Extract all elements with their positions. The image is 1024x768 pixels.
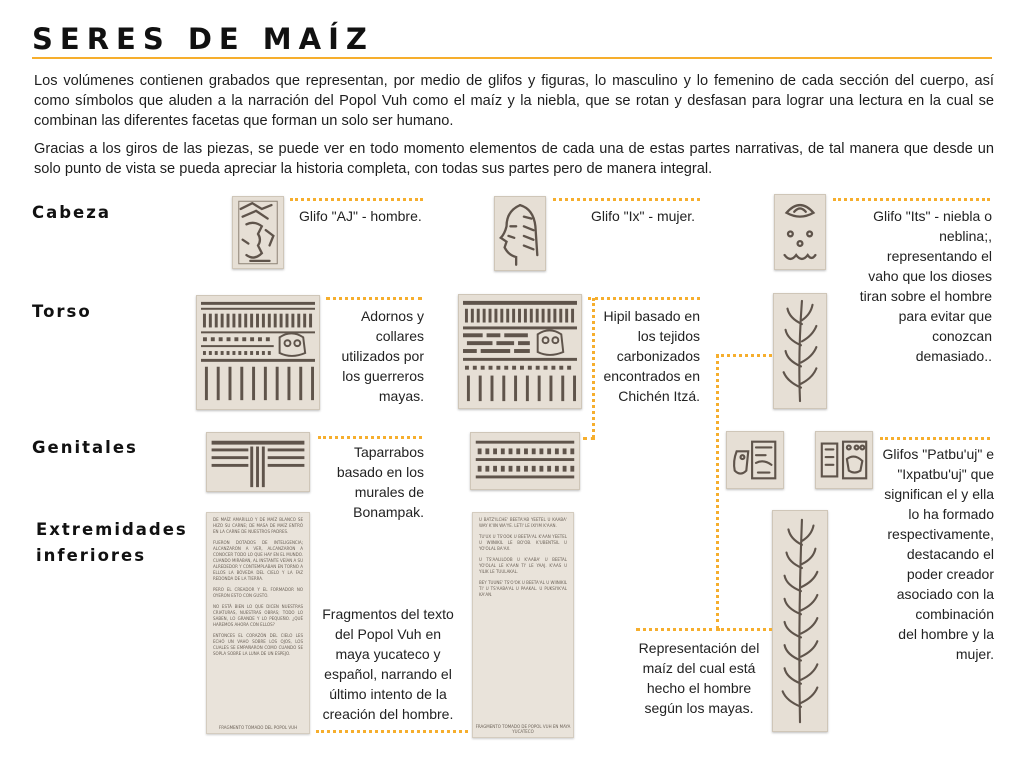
caption-hipil-line: encontrados en (603, 368, 700, 384)
taparrabos-pattern-icon (207, 433, 309, 491)
row-label-torso: Torso (32, 302, 92, 321)
caption-its (846, 206, 992, 366)
maize-plant-icon (773, 511, 827, 731)
collares-pattern-icon (197, 296, 319, 409)
caption-maiz-line: Representación del (638, 640, 760, 656)
popol-text-paragraph: NO ESTÁ BIEN LO QUE DICEN NUESTRAS CRIATURAS, NUESTRAS OBRAS; TODO LO SABEN, LO GRANDE Y LO PEQUEÑO. ¿QUÉ HAREMOS AHORA CON ELLOS? (213, 604, 303, 627)
intro-paragraph-2: Gracias a los giros de las piezas, se puede ver en todo momento elementos de cada una de estas partes narrativas, de tal manera que desde un solo punto de vista se pueda apreciar la historia completa, con todas sus partes pero de manera integral. (34, 141, 994, 177)
caption-popol-line: creación del hombre. (322, 706, 454, 722)
caption-its-line: representando el (886, 248, 992, 264)
popol-text-paragraph: BEY TUUNE' TS'O'OK U BEETA'AL U WIINIKIL TI' U TS'AABA'AL U PAAKAL. U PUKSI'IK'AL KA'AN. (479, 580, 567, 597)
caption-patbuuj-line: poder creador (906, 566, 994, 582)
maize-plant-image-upper (773, 293, 827, 409)
hipil-pattern-icon (459, 295, 581, 408)
caption-popol-line: último intento de la (329, 686, 447, 702)
popol-vuh-spanish-text-image (206, 512, 310, 734)
maiz-connector-line (716, 354, 772, 357)
hipil-connector-elbow (592, 298, 595, 438)
popol-vuh-maya-text-image (472, 512, 574, 738)
aj-glyph-icon (233, 197, 283, 268)
collares-pattern-image (196, 295, 320, 410)
caption-collares-line: collares (375, 328, 424, 344)
caption-hipil-line: Chichén Itzá. (618, 388, 700, 404)
caption-its-line: demasiado.. (915, 348, 992, 364)
caption-maiz-line: hecho el hombre (646, 680, 752, 696)
popol-text-paragraph: PERO EL CREADOR Y EL FORMADOR NO OYERON ESTO CON GUSTO. (213, 587, 303, 598)
caption-its-line: neblina;, (939, 228, 992, 244)
row-label-limbs-line-1: Extremidades (36, 520, 188, 539)
its-glyph-image (774, 194, 826, 270)
caption-hipil-line: Hipil basado en (603, 308, 700, 324)
popol-text-paragraph: TU'UX U TS'OOK U BEETA'AL K'AAN YEETEL U WIINIKIL LE BO'OB. K'UBENTSIL U YO'OLAL BA'AX. (479, 534, 567, 551)
caption-hipil-line: carbonizados (616, 348, 700, 364)
caption-popol-vuh (316, 604, 460, 724)
caption-popol-line: español, narrando el (324, 666, 452, 682)
popol-text-paragraph: FUERON DOTADOS DE INTELIGENCIA; ALCANZARON A VER, ALCANZARON A CONOCER TODO LO QUE HAY EN EL MUNDO. CUANDO MIRABAN, AL INSTANTE VEÍAN A SU ALREDEDOR Y CONTEMPLABAN EN TORNO A ELLOS LA BÓVEDA DEL CIELO Y LA FAZ REDONDA DE LA TIERRA. (213, 540, 303, 581)
caption-collares-line: los guerreros (342, 368, 424, 384)
caption-patbuuj-line: lo ha formado (908, 506, 994, 522)
row-label-limbs-line-2: inferiores (36, 546, 147, 565)
caption-patbuuj-line: destacando el (906, 546, 994, 562)
hipil-connector-elbow (583, 437, 595, 440)
caption-its-line: vaho que los dioses (868, 268, 992, 284)
maize-plant-image-lower (772, 510, 828, 732)
patbuuj-glyph-image (726, 431, 784, 489)
popol-text-paragraph: ENTONCES EL CORAZÓN DEL CIELO LES ECHÓ UN VAHO SOBRE LOS OJOS, LOS CUALES SE EMPAÑARON COMO CUANDO SE SOPLA SOBRE LA LUNA DE UN ESPEJO. (213, 633, 303, 656)
caption-collares-line: mayas. (378, 388, 424, 404)
caption-collares-line: Adornos y (360, 308, 424, 324)
popol-text-footer: FRAGMENTO TOMADO DEL POPOL VUH (218, 725, 298, 730)
popol-text-paragraph: DE MAÍZ AMARILLO Y DE MAÍZ BLANCO SE HIZO SU CARNE; DE MASA DE MAÍZ ENTRÓ EN LA CARNE DE NUESTROS PADRES. (213, 517, 303, 534)
caption-its-line: para evitar que (898, 308, 992, 324)
maiz-connector-line (636, 628, 720, 631)
taparrabos-connector-line (318, 436, 422, 439)
its-glyph-icon (775, 195, 825, 269)
ix-connector-line (553, 198, 700, 201)
aj-connector-line (290, 198, 423, 201)
intro-paragraph-1: Los volúmenes contienen grabados que representan, por medio de glifos y figuras, lo masculino y lo femenino de cada sección del cuerpo, así como símbolos que aluden a la narración del Popol Vuh como el maíz y la niebla, que se rotan y desfasan para lograr una lectura en la cual se combinan las diferentes facetas que forman un solo ser humano. (34, 73, 994, 129)
caption-taparrabos-line: basado en los (336, 464, 424, 480)
popol-text-paragraph: U TS'AALILOOB U K'AABA' U BEETAL YO'OLAL LE K'AAN TI' LE YAAJ. K'AAS U YILIK LE TUULAKAL. (479, 557, 567, 574)
caption-patbuuj-line: mujer. (955, 646, 994, 662)
maiz-connector-line (716, 628, 772, 631)
ix-glyph-icon (495, 197, 545, 270)
caption-its-line: conozcan (932, 328, 992, 344)
caption-patbuuj-line: "Ixpatbu'uj" que (897, 466, 994, 482)
caption-popol-line: maya yucateco y (335, 646, 441, 662)
caption-hipil (586, 306, 700, 406)
maiz-connector-line (716, 354, 719, 630)
hipil-connector-line (588, 297, 700, 300)
caption-patbuuj-line: asociado con la (896, 586, 994, 602)
caption-its-line: tiran sobre el hombre (859, 288, 992, 304)
page-title: SERES DE MAÍZ (32, 22, 374, 56)
caption-patbuuj-line: del hombre y la (898, 626, 994, 642)
title-underline (32, 57, 992, 59)
popol-text-paragraph: U BATZ'ILCHE' BEETA'AB YEETEL U KAABA' WAY K'IIN WA'YE. LETI' LE IXI'IM K'AAN. (479, 517, 567, 528)
popol-connector-line (316, 730, 468, 733)
hipil-pattern-image (458, 294, 582, 409)
caption-taparrabos-line: Taparrabos (353, 444, 424, 460)
caption-maiz (632, 638, 766, 718)
caption-hipil-line: los tejidos (637, 328, 700, 344)
its-connector-line (833, 198, 990, 201)
caption-its-line: Glifo "Its" - niebla o (873, 208, 992, 224)
caption-taparrabos-line: murales de (354, 484, 424, 500)
caption-popol-line: del Popol Vuh en (334, 626, 442, 642)
caption-taparrabos-line: Bonampak. (353, 504, 424, 520)
caption-taparrabos (318, 442, 424, 522)
caption-collares-line: utilizados por (341, 348, 424, 364)
caption-patbuuj-line: combinación (915, 606, 994, 622)
caption-ix: Glifo "Ix" - mujer. (591, 208, 696, 224)
popol-text-footer: FRAGMENTO TOMADO DE POPOL VUH EN MAYA YUCATECO (475, 724, 571, 734)
caption-patbuuj-line: Glifos "Patbu'uj" e (882, 446, 994, 462)
taparrabos-pattern-image (206, 432, 310, 492)
patbuuj-glyph-icon (727, 432, 783, 488)
maize-plant-icon (774, 294, 826, 408)
caption-patbuuj (846, 444, 994, 664)
caption-patbuuj-line: significan el y ella (884, 486, 994, 502)
caption-collares (320, 306, 424, 406)
caption-aj: Glifo "AJ" - hombre. (299, 208, 422, 224)
patbuuj-connector-line (880, 437, 990, 440)
caption-patbuuj-line: respectivamente, (887, 526, 994, 542)
caption-popol-line: Fragmentos del texto (322, 606, 454, 622)
caption-maiz-line: maíz del cual está (642, 660, 756, 676)
hipil-band-image (470, 432, 580, 490)
row-label-head: Cabeza (32, 203, 111, 222)
collares-connector-line (326, 297, 422, 300)
caption-maiz-line: según los mayas. (644, 700, 754, 716)
hipil-band-icon (471, 433, 579, 489)
ix-glyph-image (494, 196, 546, 271)
aj-glyph-image (232, 196, 284, 269)
row-label-genitals: Genitales (32, 438, 138, 457)
row-label-limbs (36, 517, 188, 569)
